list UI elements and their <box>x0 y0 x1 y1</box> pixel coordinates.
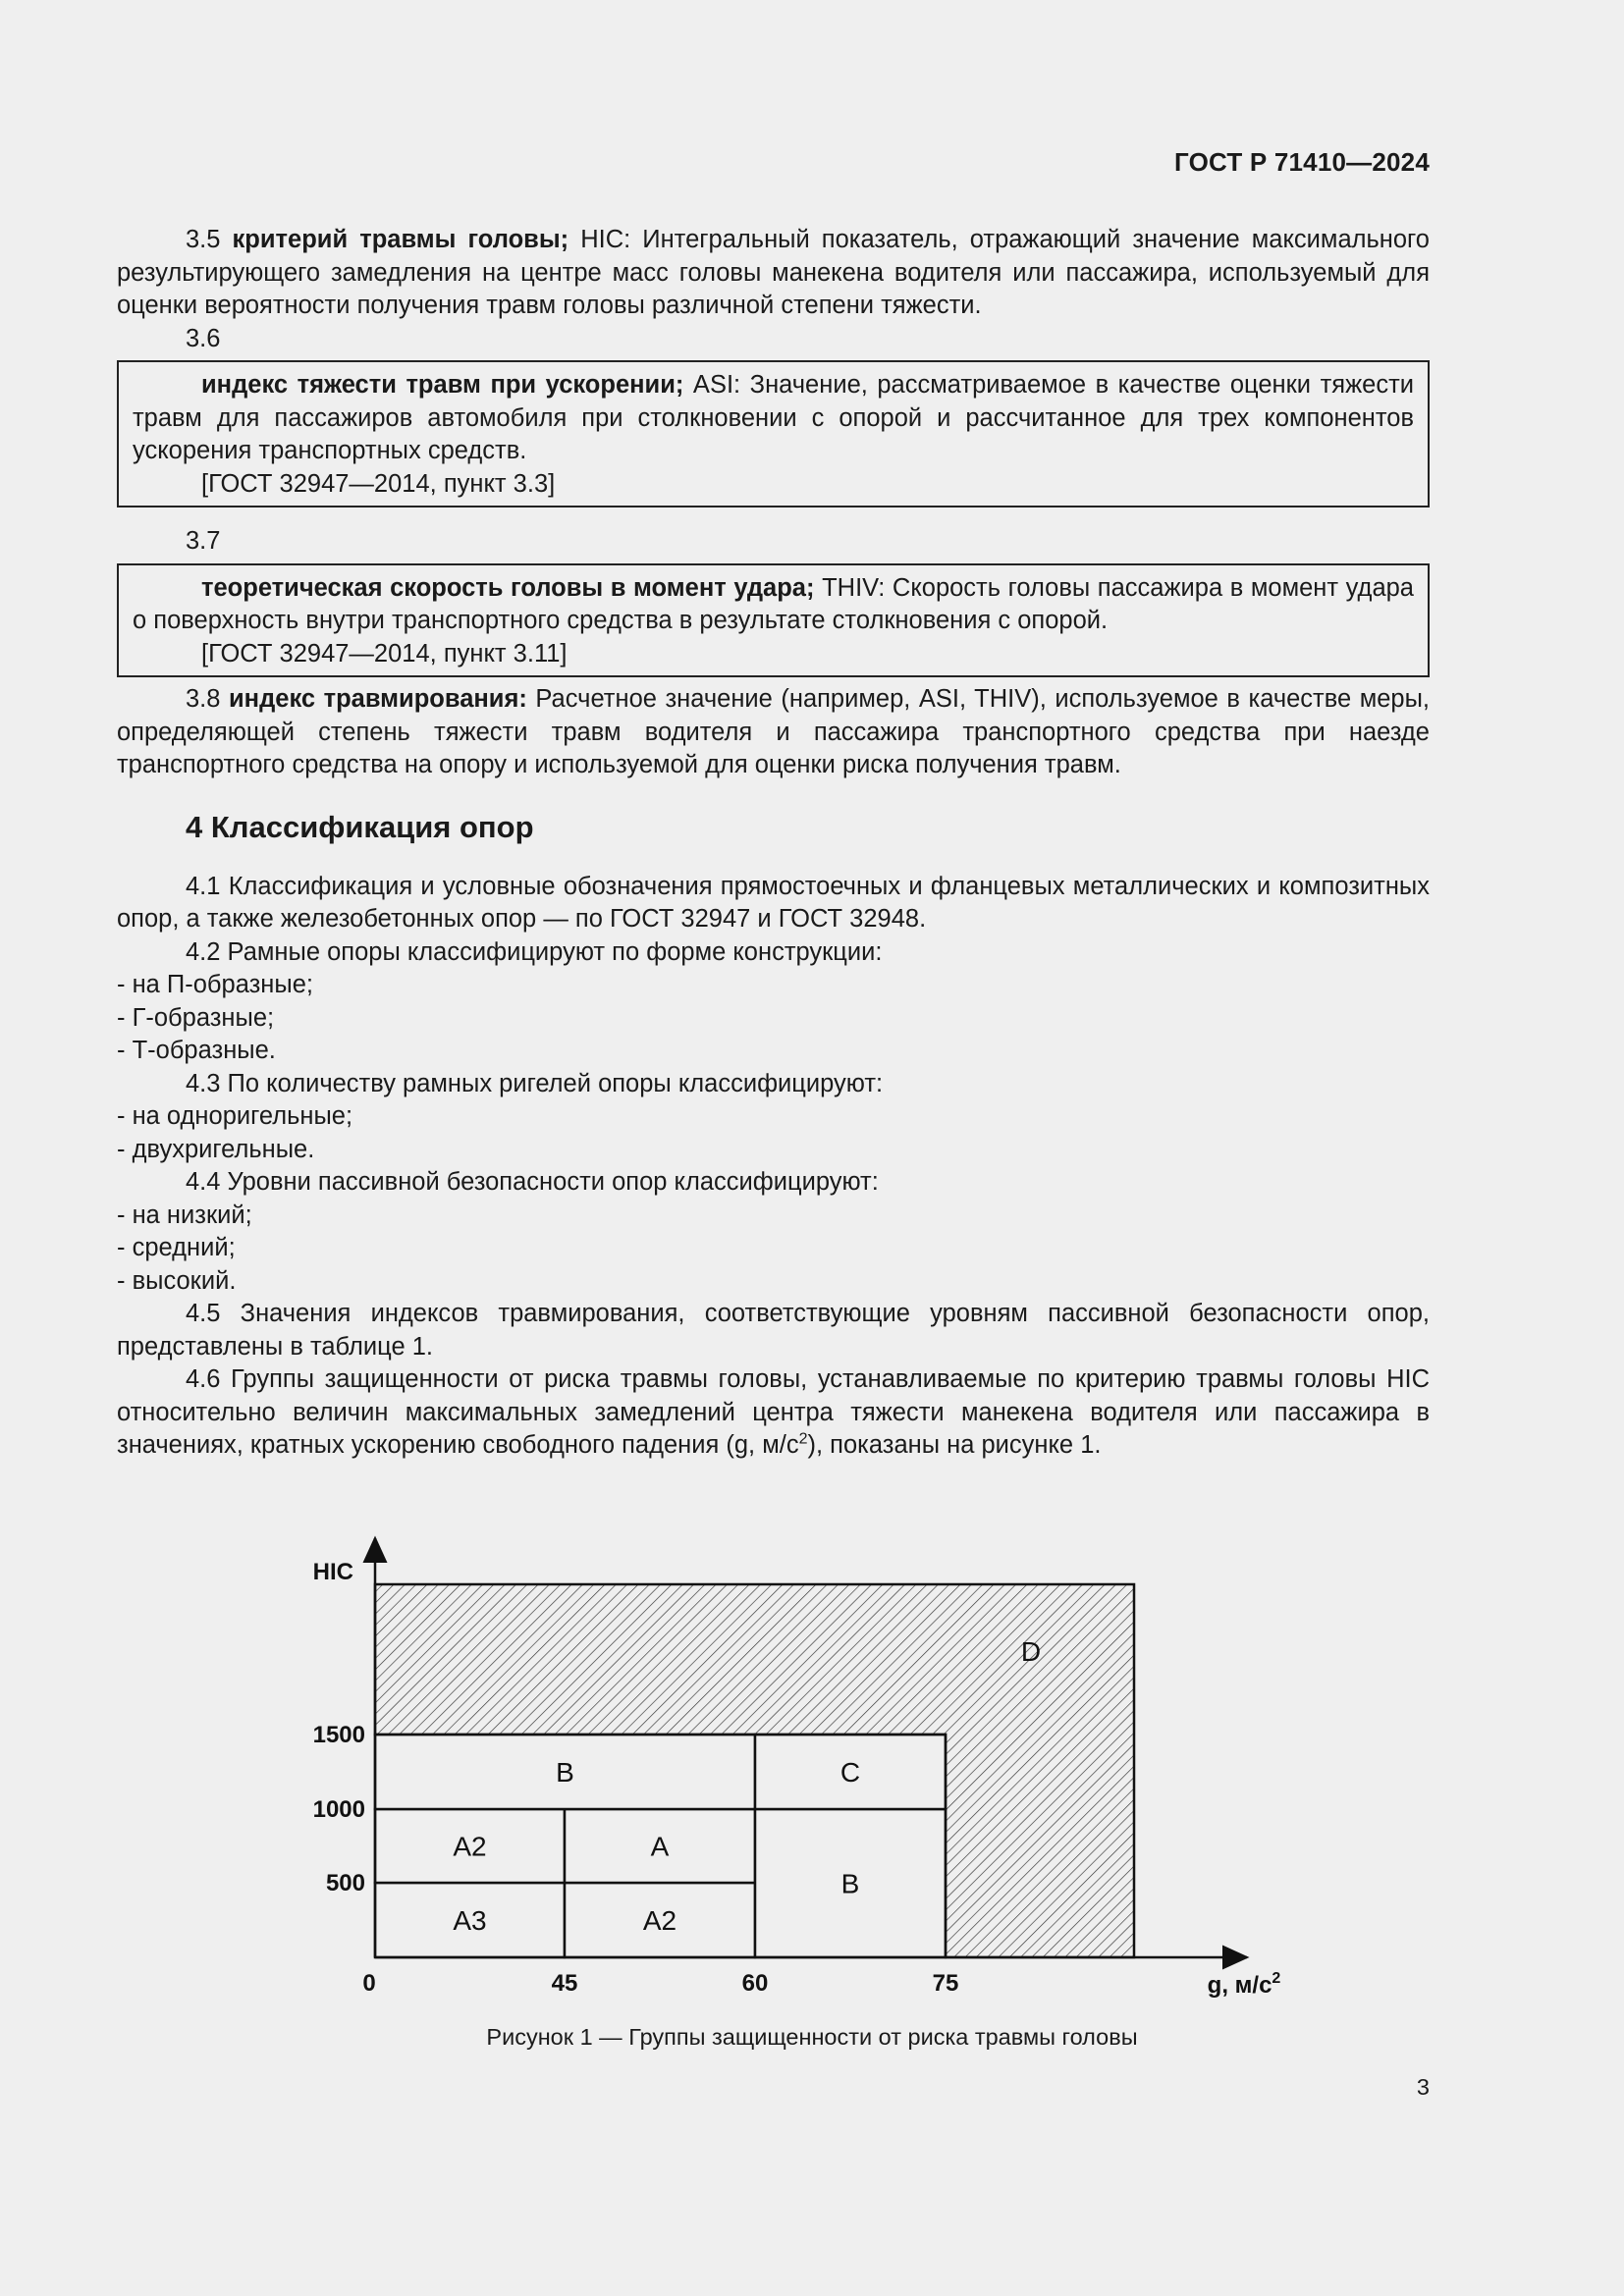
list-item: - Г-образные; <box>117 1003 275 1032</box>
x-axis-label: g, $м/с^2$ <box>1207 1970 1281 1999</box>
list-item: - на одноригельные; <box>117 1102 353 1130</box>
list-item: - высокий. <box>117 1266 237 1295</box>
reference-3-6: [ГОСТ 32947—2014, пункт 3.3] <box>201 469 556 498</box>
x-tick-label: 60 <box>741 1970 769 1997</box>
paragraph-4-6-text-end: ), показаны на рисунке 1. <box>807 1431 1102 1459</box>
figure-1 <box>285 1526 1281 2027</box>
y-tick-label: 1000 <box>312 1796 365 1823</box>
definition-box-3-7 <box>117 563 1430 678</box>
paragraph-3-6 <box>133 369 1414 468</box>
page-number: 3 <box>1416 2074 1430 2100</box>
paragraph-4-1: 4.1 Классификация и условные обозначения прямостоечных и фланцевых металлических и композитных опор, а также железобетонных опор — по ГОСТ 32947 и ГОСТ 32948. <box>117 872 1430 933</box>
main-content <box>117 224 1430 1463</box>
list-item: - средний; <box>117 1234 236 1261</box>
x-tick-label: 0 <box>362 1970 376 1997</box>
region-label-A2: A2 <box>642 1905 677 1936</box>
y-tick-label: 1500 <box>312 1722 365 1748</box>
definition: Расчетное значение (например, ASI, THIV), используемое в качестве меры, определяющей степень тяжести травм водителя и пассажира транспортного средства при наезде транспортного средства на опору и используемой для оценки риска получения травм. <box>117 685 1431 778</box>
list-item: - на П-образные; <box>117 971 313 998</box>
region-label-A: A <box>650 1831 670 1862</box>
definition: ASI: Значение, рассматриваемое в качестве оценки тяжести травм для пассажиров автомобиля при столкновении с опорой и рассчитанное для трех компонентов ускорения транспортных средств. <box>133 371 1414 464</box>
paragraph-4-6-text: 4.6 Группы защищенности от риска травмы головы, устанавливаемые по критерию травмы головы HIC относительно величин максимальных замедлений центра тяжести манекена водителя или пассажира в значениях, кратных ускорению свободного падения (g, м/с <box>117 1365 1430 1459</box>
reference-3-7: [ГОСТ 32947—2014, пункт 3.11] <box>201 639 568 667</box>
section-heading-4: 4 Классификация опор <box>186 809 534 844</box>
paragraph-4-3: 4.3 По количеству рамных ригелей опоры классифицируют: <box>186 1069 884 1097</box>
paragraph-3-7 <box>133 572 1414 638</box>
list-item: - двухригельные. <box>117 1135 315 1163</box>
clause-number-3-6: 3.6 <box>186 324 221 352</box>
y-axis-label: HIC <box>312 1559 353 1585</box>
y-tick-label: 500 <box>325 1870 365 1896</box>
x-tick-label: 45 <box>551 1970 578 1997</box>
term: индекс травмирования: <box>229 685 527 713</box>
region-label-A2: A2 <box>453 1831 487 1862</box>
x-tick-label: 75 <box>932 1970 959 1997</box>
paragraph-4-2: 4.2 Рамные опоры классифицируют по форме конструкции: <box>186 937 883 966</box>
paragraph-3-5 <box>117 224 1430 323</box>
paragraph-4-6 <box>117 1363 1430 1463</box>
x-axis-label-superscript: 2 <box>1272 1970 1281 1987</box>
list-item: - на низкий; <box>117 1201 252 1229</box>
region-label-B: B <box>556 1757 574 1788</box>
clause-number: 3.5 <box>186 226 221 253</box>
paragraph-4-5: 4.5 Значения индексов травмирования, соответствующие уровням пассивной безопасности опор, представлены в таблице 1. <box>117 1300 1430 1361</box>
clause-number: 3.8 <box>186 685 221 713</box>
term: критерий травмы головы; <box>232 226 569 253</box>
figure-caption: Рисунок 1 — Группы защищенности от риска травмы головы <box>486 2024 1138 2050</box>
region-label-B: B <box>840 1868 860 1899</box>
superscript: 2 <box>798 1430 808 1448</box>
document-code: ГОСТ Р 71410—2024 <box>1174 147 1430 177</box>
definition-box-3-6 <box>117 360 1430 507</box>
definition: THIV: Скорость головы пассажира в момент удара о поверхность внутри транспортного средства в результате столкновения с опорой. <box>133 573 1414 634</box>
clause-number-3-7: 3.7 <box>186 527 221 555</box>
list-item: - Т-образные. <box>117 1037 276 1064</box>
definition: HIC: Интегральный показатель, отражающий значение максимального результирующего замедления на центре масс головы манекена водителя или пассажира, используемый для оценки вероятности получения травм головы различной степени тяжести. <box>117 226 1430 319</box>
region-label-A3: A3 <box>453 1905 487 1936</box>
term: индекс тяжести травм при ускорении; <box>201 371 684 399</box>
hic-diagram <box>285 1526 1281 2027</box>
paragraph-3-8 <box>117 683 1430 782</box>
paragraph-4-4: 4.4 Уровни пассивной безопасности опор классифицируют: <box>186 1168 879 1196</box>
region-label-D: D <box>1020 1636 1042 1667</box>
term: теоретическая скорость головы в момент удара; <box>201 573 815 602</box>
region-label-C: C <box>839 1757 861 1788</box>
